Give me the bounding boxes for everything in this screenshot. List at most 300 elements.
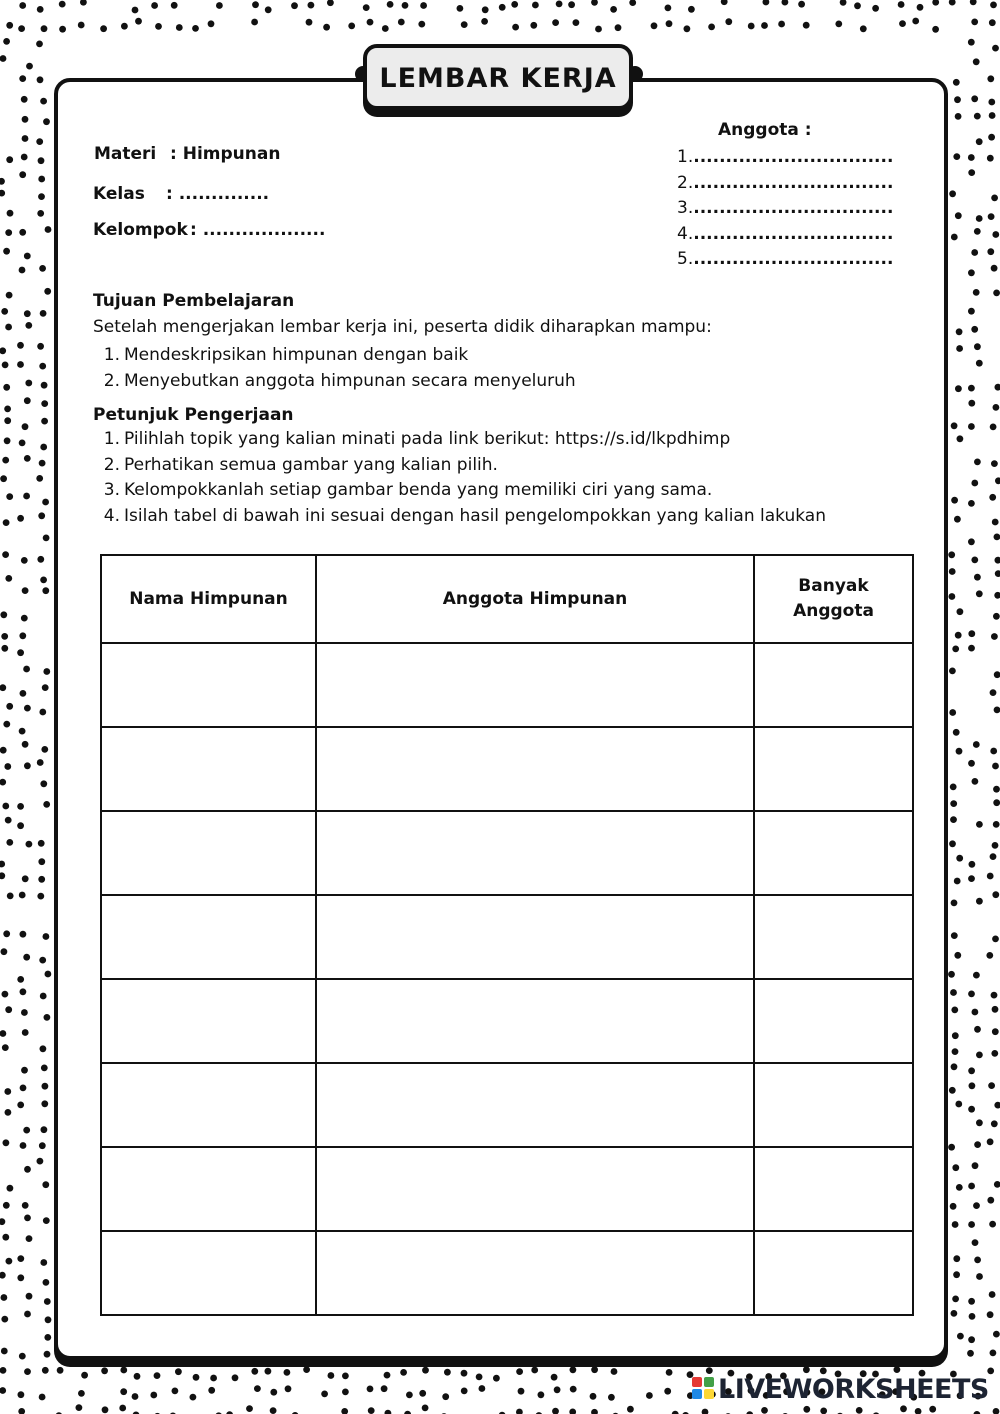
background-dot bbox=[44, 1298, 51, 1305]
background-dot bbox=[23, 493, 30, 500]
background-dot bbox=[23, 954, 30, 961]
background-dot bbox=[44, 1334, 51, 1341]
background-dot bbox=[37, 556, 44, 563]
background-dot bbox=[6, 156, 13, 163]
background-dot bbox=[39, 265, 46, 272]
background-dot bbox=[23, 666, 30, 673]
background-dot bbox=[20, 1142, 27, 1149]
background-dot bbox=[993, 799, 1000, 806]
background-dot bbox=[41, 382, 48, 389]
background-dot bbox=[17, 515, 24, 522]
background-dot bbox=[4, 763, 11, 770]
background-dot bbox=[835, 21, 842, 28]
background-dot bbox=[25, 322, 32, 329]
background-dot bbox=[37, 759, 44, 766]
background-dot bbox=[932, 26, 939, 33]
background-dot bbox=[956, 855, 963, 862]
background-dot bbox=[6, 22, 13, 29]
background-dot bbox=[974, 1257, 981, 1264]
background-dot bbox=[570, 1386, 577, 1393]
background-dot bbox=[972, 1009, 979, 1016]
himpunan-table bbox=[100, 554, 914, 1316]
background-dot bbox=[17, 976, 24, 983]
nama-himpunan-cell[interactable] bbox=[101, 1231, 316, 1315]
background-dot bbox=[949, 593, 956, 600]
background-dot bbox=[5, 324, 12, 331]
background-dot bbox=[995, 384, 1000, 391]
background-dot bbox=[210, 1375, 217, 1382]
background-dot bbox=[994, 534, 1000, 541]
background-dot bbox=[991, 265, 998, 272]
background-dot bbox=[121, 23, 128, 30]
background-dot bbox=[22, 1202, 29, 1209]
background-dot bbox=[102, 1406, 109, 1413]
background-dot bbox=[706, 1367, 713, 1374]
background-dot bbox=[2, 551, 9, 558]
background-dot bbox=[725, 18, 732, 25]
background-dot bbox=[0, 779, 6, 786]
nama-himpunan-cell[interactable] bbox=[101, 979, 316, 1063]
petunjuk-list bbox=[102, 427, 826, 529]
background-dot bbox=[37, 1158, 44, 1165]
background-dot bbox=[651, 22, 658, 29]
liveworksheets-logo-icon bbox=[692, 1377, 716, 1401]
banyak-anggota-cell[interactable] bbox=[754, 1063, 913, 1147]
background-dot bbox=[7, 893, 14, 900]
background-dot bbox=[976, 590, 983, 597]
background-dot bbox=[348, 23, 355, 30]
background-dot bbox=[270, 1389, 277, 1396]
background-dot bbox=[974, 1026, 981, 1033]
background-dot bbox=[994, 592, 1000, 599]
background-dot bbox=[19, 2, 26, 9]
background-dot bbox=[590, 1393, 597, 1400]
background-dot bbox=[39, 1394, 46, 1401]
background-dot bbox=[39, 1142, 46, 1149]
background-dot bbox=[721, 0, 728, 5]
background-dot bbox=[38, 512, 45, 519]
background-dot bbox=[955, 113, 962, 120]
anggota-himpunan-cell[interactable] bbox=[316, 643, 754, 727]
background-dot bbox=[872, 5, 879, 12]
background-dot bbox=[971, 249, 978, 256]
background-dot bbox=[591, 0, 598, 6]
anggota-item[interactable]: 5................................ bbox=[677, 249, 894, 269]
kelompok-label: Kelompok bbox=[93, 220, 188, 240]
background-dot bbox=[761, 22, 768, 29]
background-dot bbox=[951, 932, 958, 939]
background-dot bbox=[956, 345, 963, 352]
background-dot bbox=[45, 226, 52, 233]
nama-himpunan-cell[interactable] bbox=[101, 643, 316, 727]
table-row bbox=[101, 979, 913, 1063]
background-dot bbox=[854, 2, 861, 9]
background-dot bbox=[987, 1311, 994, 1318]
background-dot bbox=[798, 1, 805, 8]
background-dot bbox=[968, 154, 975, 161]
background-dot bbox=[134, 1373, 141, 1380]
background-dot bbox=[24, 455, 31, 462]
background-dot bbox=[5, 817, 12, 824]
background-dot bbox=[40, 577, 47, 584]
background-dot bbox=[991, 992, 998, 999]
kelas-label: Kelas bbox=[93, 184, 145, 204]
background-dot bbox=[1, 1294, 8, 1301]
background-dot bbox=[955, 1101, 962, 1108]
background-dot bbox=[949, 0, 956, 6]
background-dot bbox=[24, 1368, 31, 1375]
background-dot bbox=[990, 2, 997, 9]
background-dot bbox=[481, 18, 488, 25]
nama-himpunan-cell[interactable] bbox=[101, 1063, 316, 1147]
background-dot bbox=[968, 1106, 975, 1113]
background-dot bbox=[955, 212, 962, 219]
background-dot bbox=[402, 2, 409, 9]
background-dot bbox=[971, 480, 978, 487]
background-dot bbox=[342, 1373, 349, 1380]
background-dot bbox=[530, 22, 537, 29]
background-dot bbox=[989, 1221, 996, 1228]
background-dot bbox=[971, 557, 978, 564]
background-dot bbox=[987, 75, 994, 82]
banyak-anggota-cell[interactable] bbox=[754, 1231, 913, 1315]
background-dot bbox=[573, 19, 580, 26]
background-dot bbox=[954, 516, 961, 523]
background-dot bbox=[208, 20, 215, 27]
background-dot bbox=[24, 397, 31, 404]
background-dot bbox=[341, 1408, 348, 1414]
background-dot bbox=[968, 538, 975, 545]
background-dot bbox=[22, 135, 29, 142]
background-dot bbox=[4, 406, 11, 413]
background-dot bbox=[970, 0, 977, 5]
background-dot bbox=[948, 971, 955, 978]
background-dot bbox=[570, 1366, 577, 1373]
background-dot bbox=[0, 1218, 5, 1225]
background-dot bbox=[406, 1392, 413, 1399]
background-dot bbox=[78, 1390, 85, 1397]
background-dot bbox=[969, 1313, 976, 1320]
background-dot bbox=[81, 1372, 88, 1379]
background-dot bbox=[991, 1050, 998, 1057]
background-dot bbox=[627, 1406, 634, 1413]
background-dot bbox=[42, 1083, 49, 1090]
background-dot bbox=[972, 1162, 979, 1169]
background-dot bbox=[17, 361, 24, 368]
background-dot bbox=[43, 1217, 50, 1224]
background-dot bbox=[3, 1139, 10, 1146]
anggota-himpunan-cell[interactable] bbox=[316, 1231, 754, 1315]
background-dot bbox=[0, 1272, 6, 1279]
background-dot bbox=[6, 292, 13, 299]
background-dot bbox=[898, 1, 905, 8]
anggota-item[interactable]: 2................................ bbox=[677, 172, 894, 193]
background-dot bbox=[3, 384, 10, 391]
background-dot bbox=[968, 645, 975, 652]
background-dot bbox=[952, 646, 959, 653]
background-dot bbox=[19, 229, 26, 236]
background-dot bbox=[899, 20, 906, 27]
anggota-item[interactable]: 1................................ bbox=[677, 147, 894, 167]
background-dot bbox=[955, 385, 962, 392]
list-item: 1. Pilihlah topik yang kalian minati pada link berikut: https://s.id/lkpdhimp bbox=[103, 429, 731, 449]
anggota-himpunan-cell[interactable] bbox=[316, 1063, 754, 1147]
background-dot bbox=[41, 746, 48, 753]
background-dot bbox=[915, 1408, 922, 1414]
banyak-anggota-cell[interactable] bbox=[754, 811, 913, 895]
banyak-anggota-cell[interactable] bbox=[754, 1147, 913, 1231]
background-dot bbox=[36, 475, 43, 482]
background-dot bbox=[894, 1366, 901, 1373]
background-dot bbox=[43, 1279, 50, 1286]
background-dot bbox=[42, 1181, 49, 1188]
background-dot bbox=[950, 800, 957, 807]
background-dot bbox=[976, 898, 983, 905]
list-item: 2. Perhatikan semua gambar yang kalian pilih. bbox=[103, 454, 498, 475]
background-dot bbox=[21, 557, 28, 564]
background-dot bbox=[974, 113, 981, 120]
background-dot bbox=[666, 20, 673, 27]
list-item: 3. Kelompokkanlah setiap gambar benda yang memiliki ciri yang sama. bbox=[103, 480, 713, 500]
background-dot bbox=[950, 816, 957, 823]
background-dot bbox=[101, 1367, 108, 1374]
background-dot bbox=[398, 19, 405, 26]
background-dot bbox=[538, 1391, 545, 1398]
background-dot bbox=[327, 0, 334, 6]
banyak-anggota-cell[interactable] bbox=[754, 727, 913, 811]
background-dot bbox=[591, 1366, 598, 1373]
petunjuk-heading: Petunjuk Pengerjaan bbox=[93, 405, 294, 425]
banyak-anggota-cell[interactable] bbox=[754, 979, 913, 1063]
background-dot bbox=[2, 803, 9, 810]
background-dot bbox=[968, 169, 975, 176]
background-dot bbox=[991, 633, 998, 640]
anggota-himpunan-cell[interactable] bbox=[316, 1147, 754, 1231]
background-dot bbox=[949, 840, 956, 847]
background-dot bbox=[989, 494, 996, 501]
background-dot bbox=[956, 748, 963, 755]
background-dot bbox=[216, 2, 223, 9]
background-dot bbox=[968, 1336, 975, 1343]
background-dot bbox=[400, 1369, 407, 1376]
nama-himpunan-cell[interactable] bbox=[101, 811, 316, 895]
background-dot bbox=[22, 116, 29, 123]
background-dot bbox=[968, 991, 975, 998]
liveworksheets-logo-text: LIVEWORKSHEETS bbox=[718, 1374, 989, 1405]
background-dot bbox=[0, 178, 5, 185]
background-dot bbox=[952, 1048, 959, 1055]
background-dot bbox=[989, 112, 996, 119]
background-dot bbox=[4, 437, 11, 444]
background-dot bbox=[968, 1183, 975, 1190]
background-dot bbox=[952, 1296, 959, 1303]
background-dot bbox=[949, 668, 956, 675]
background-dot bbox=[2, 362, 9, 369]
background-dot bbox=[22, 423, 29, 430]
background-dot bbox=[531, 1367, 538, 1374]
background-dot bbox=[952, 1032, 959, 1039]
background-dot bbox=[803, 22, 810, 29]
background-dot bbox=[37, 76, 44, 83]
background-dot bbox=[2, 1044, 9, 1051]
background-dot bbox=[968, 760, 975, 767]
background-dot bbox=[17, 342, 24, 349]
background-dot bbox=[120, 1367, 127, 1374]
anggota-himpunan-cell[interactable] bbox=[316, 727, 754, 811]
background-dot bbox=[444, 1369, 451, 1376]
background-dot bbox=[442, 1393, 449, 1400]
kelas-field[interactable]: : .............. bbox=[166, 184, 270, 204]
background-dot bbox=[20, 690, 27, 697]
background-dot bbox=[367, 19, 374, 26]
background-dot bbox=[0, 347, 6, 354]
nama-himpunan-cell[interactable] bbox=[101, 727, 316, 811]
background-dot bbox=[993, 786, 1000, 793]
table-row bbox=[101, 643, 913, 727]
background-dot bbox=[22, 741, 29, 748]
banyak-anggota-cell[interactable] bbox=[754, 895, 913, 979]
background-dot bbox=[22, 587, 29, 594]
background-dot bbox=[992, 891, 999, 898]
background-dot bbox=[971, 19, 978, 26]
background-dot bbox=[2, 991, 9, 998]
background-dot bbox=[38, 157, 45, 164]
background-dot bbox=[973, 58, 980, 65]
anggota-himpunan-cell[interactable] bbox=[316, 979, 754, 1063]
background-dot bbox=[953, 153, 960, 160]
background-dot bbox=[995, 557, 1000, 564]
background-dot bbox=[991, 1120, 998, 1127]
background-dot bbox=[971, 95, 978, 102]
background-dot bbox=[976, 1052, 983, 1059]
background-dot bbox=[666, 1369, 673, 1376]
background-dot bbox=[41, 400, 48, 407]
background-dot bbox=[988, 1082, 995, 1089]
header-banyak-anggota: Banyak Anggota bbox=[754, 555, 913, 643]
background-dot bbox=[3, 248, 10, 255]
anggota-item[interactable]: 3................................ bbox=[677, 198, 894, 218]
anggota-list bbox=[677, 145, 893, 273]
background-dot bbox=[2, 1234, 9, 1241]
anggota-himpunan-cell[interactable] bbox=[316, 895, 754, 979]
background-dot bbox=[595, 26, 602, 33]
kelompok-field[interactable]: : ................... bbox=[190, 220, 326, 240]
table-row bbox=[101, 1147, 913, 1231]
background-dot bbox=[532, 2, 539, 9]
background-dot bbox=[24, 310, 31, 317]
background-dot bbox=[45, 971, 52, 978]
background-dot bbox=[917, 4, 924, 11]
background-dot bbox=[42, 684, 49, 691]
background-dot bbox=[24, 1166, 31, 1173]
background-dot bbox=[44, 288, 51, 295]
background-dot bbox=[989, 1291, 996, 1298]
background-dot bbox=[912, 18, 919, 25]
background-dot bbox=[991, 195, 998, 202]
background-dot bbox=[17, 1255, 24, 1262]
materi-value: : Himpunan bbox=[170, 144, 281, 164]
background-dot bbox=[990, 424, 997, 431]
background-dot bbox=[1, 308, 8, 315]
background-dot bbox=[5, 229, 12, 236]
background-dot bbox=[368, 1407, 375, 1414]
background-dot bbox=[860, 25, 867, 32]
background-dot bbox=[967, 1350, 974, 1357]
background-dot bbox=[664, 1388, 671, 1395]
background-dot bbox=[973, 289, 980, 296]
background-dot bbox=[252, 1, 259, 8]
background-dot bbox=[328, 1372, 335, 1379]
background-dot bbox=[24, 1311, 31, 1318]
background-dot bbox=[17, 1102, 24, 1109]
background-dot bbox=[132, 1393, 139, 1400]
background-dot bbox=[43, 118, 50, 125]
background-dot bbox=[120, 1388, 127, 1395]
background-dot bbox=[950, 1203, 957, 1210]
background-dot bbox=[119, 1405, 126, 1412]
background-dot bbox=[968, 385, 975, 392]
background-dot bbox=[994, 671, 1000, 678]
background-dot bbox=[972, 1239, 979, 1246]
background-dot bbox=[3, 1202, 10, 1209]
anggota-item[interactable]: 4................................ bbox=[677, 223, 894, 244]
background-dot bbox=[18, 1408, 25, 1414]
liveworksheets-logo[interactable] bbox=[692, 1374, 989, 1405]
background-dot bbox=[0, 861, 5, 868]
background-dot bbox=[40, 780, 47, 787]
tujuan-intro: Setelah mengerjakan lembar kerja ini, peserta didik diharapkan mampu: bbox=[93, 317, 712, 337]
nama-himpunan-cell[interactable] bbox=[101, 1147, 316, 1231]
background-dot bbox=[900, 1405, 907, 1412]
banyak-anggota-cell[interactable] bbox=[754, 643, 913, 727]
background-dot bbox=[688, 6, 695, 13]
background-dot bbox=[5, 1006, 12, 1013]
background-dot bbox=[973, 741, 980, 748]
background-dot bbox=[957, 608, 964, 615]
background-dot bbox=[24, 762, 31, 769]
background-dot bbox=[986, 952, 993, 959]
background-dot bbox=[40, 310, 47, 317]
background-dot bbox=[968, 500, 975, 507]
background-dot bbox=[42, 499, 49, 506]
background-dot bbox=[956, 328, 963, 335]
background-dot bbox=[987, 1138, 994, 1145]
background-dot bbox=[25, 380, 32, 387]
background-dot bbox=[976, 1273, 983, 1280]
nama-himpunan-cell[interactable] bbox=[101, 895, 316, 979]
background-dot bbox=[556, 1, 563, 8]
background-dot bbox=[610, 6, 617, 13]
background-dot bbox=[21, 1067, 28, 1074]
background-dot bbox=[993, 1408, 1000, 1414]
background-dot bbox=[971, 326, 978, 333]
background-dot bbox=[995, 570, 1000, 577]
anggota-himpunan-cell[interactable] bbox=[316, 811, 754, 895]
background-dot bbox=[17, 1274, 24, 1281]
background-dot bbox=[974, 459, 981, 466]
background-dot bbox=[0, 747, 7, 754]
background-dot bbox=[665, 5, 672, 12]
background-dot bbox=[4, 417, 11, 424]
background-dot bbox=[37, 6, 44, 13]
background-dot bbox=[957, 435, 964, 442]
background-dot bbox=[954, 952, 961, 959]
background-dot bbox=[0, 475, 7, 482]
background-dot bbox=[974, 343, 981, 350]
background-dot bbox=[26, 1235, 33, 1242]
background-dot bbox=[40, 993, 47, 1000]
background-dot bbox=[42, 587, 49, 594]
